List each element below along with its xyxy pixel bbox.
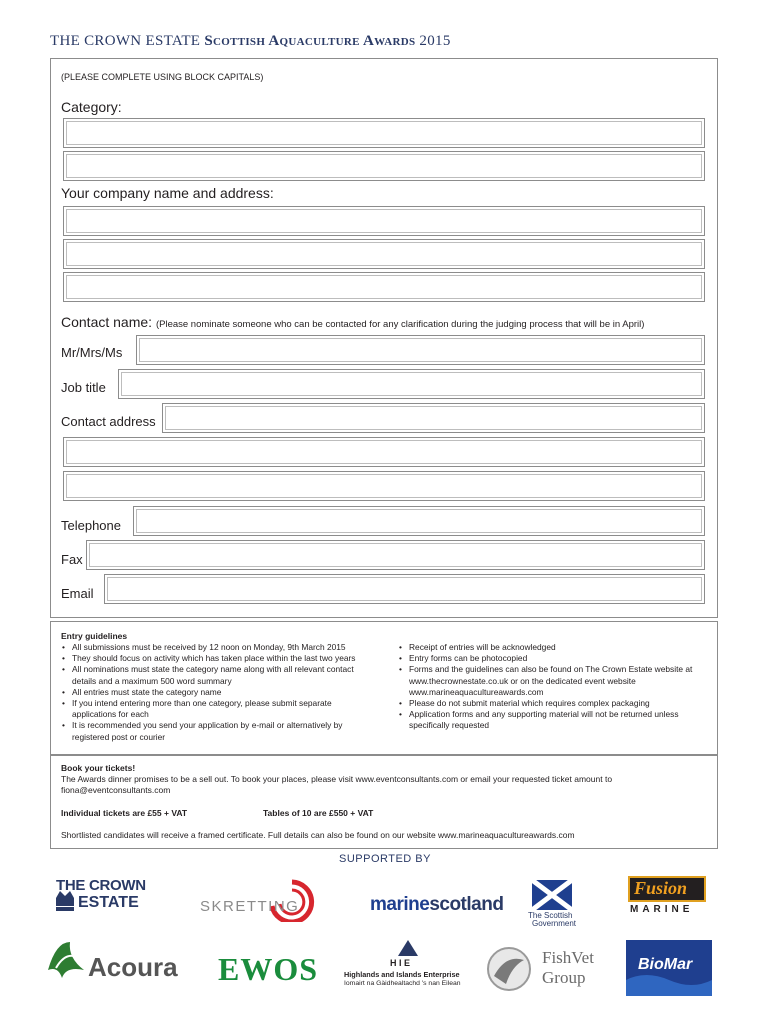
individual-price: Individual tickets are £55 + VAT — [61, 808, 188, 818]
scotgov-text-1: The Scottish — [528, 911, 573, 920]
instruction-text: (PLEASE COMPLETE USING BLOCK CAPITALS) — [61, 72, 264, 82]
hie-text-2: Highlands and Islands Enterprise — [344, 970, 460, 979]
acoura-leaf-icon — [44, 940, 88, 980]
company-field-2[interactable] — [63, 239, 705, 269]
company-label: Your company name and address: — [61, 185, 274, 201]
entry-form — [50, 58, 718, 618]
marine-text: marine — [370, 894, 430, 915]
tickets-heading: Book your tickets! — [61, 763, 136, 773]
fax-field[interactable] — [86, 540, 705, 570]
entry-guidelines — [50, 621, 718, 755]
hie-logo — [344, 938, 472, 990]
list-item: • All submissions must be received by 12 noon on Monday, 9th March 2015 — [61, 642, 371, 653]
contact-address-label: Contact address — [61, 414, 156, 429]
list-item: • Receipt of entries will be acknowledged — [398, 642, 703, 653]
crown-estate-logo — [54, 878, 154, 914]
title-field[interactable] — [136, 335, 705, 365]
page-title — [50, 33, 451, 50]
hie-text-3: Iomairt na Gàidhealtachd 's nan Eilean — [344, 980, 461, 987]
fishvet-globe-icon — [486, 946, 532, 992]
guidelines-heading: Entry guidelines — [61, 631, 128, 641]
job-title-field[interactable] — [118, 369, 705, 399]
supported-by-heading: SUPPORTED BY — [339, 853, 431, 865]
scottish-government-logo — [526, 880, 586, 930]
title-year: 2015 — [419, 33, 451, 49]
telephone-label: Telephone — [61, 518, 121, 533]
list-item: • If you intend entering more than one category, please submit separate applications for each — [61, 698, 371, 720]
contact-address-field-2[interactable] — [63, 437, 705, 467]
marine-scotland-logo — [370, 894, 520, 920]
scotgov-text-2: Government — [532, 919, 577, 928]
list-item: • Entry forms can be photocopied — [398, 653, 703, 664]
fusion-marine-text: MARINE — [630, 904, 694, 915]
ewos-logo — [218, 952, 328, 986]
skretting-text: SKRETTING — [200, 898, 300, 915]
contact-label-row — [61, 314, 644, 330]
fax-label: Fax — [61, 552, 83, 567]
list-item: • All nominations must state the category name along with all relevant contact details and a maximum 500 word summary — [61, 664, 371, 686]
telephone-field[interactable] — [133, 506, 705, 536]
company-field-3[interactable] — [63, 272, 705, 302]
scotland-text: scotland — [429, 894, 504, 915]
ewos-text: EWOS — [218, 951, 319, 987]
list-item: • Please do not submit material which requires complex packaging — [398, 698, 703, 709]
hie-text-1: H I E — [390, 958, 411, 968]
title-name: Scottish Aquaculture Awards — [204, 33, 416, 49]
biomar-logo — [626, 940, 712, 996]
fusion-text: Fusion — [634, 878, 688, 898]
fusion-marine-logo — [628, 876, 710, 922]
crown-text-2: ESTATE — [78, 894, 139, 911]
title-label: Mr/Mrs/Ms — [61, 345, 123, 360]
acoura-text: Acoura — [88, 952, 178, 982]
saltire-icon — [532, 880, 572, 910]
list-item: • All entries must state the category name — [61, 687, 371, 698]
crown-text-1: THE CROWN — [56, 877, 146, 894]
fishvet-text-1: FishVet — [542, 948, 594, 967]
email-field[interactable] — [104, 574, 705, 604]
tickets-section — [50, 755, 718, 849]
contact-address-field-3[interactable] — [63, 471, 705, 501]
hie-mountain-icon — [396, 938, 420, 958]
list-item: • Application forms and any supporting material will not be returned unless specifically requested — [398, 709, 703, 731]
list-item: • They should focus on activity which has taken place within the last two years — [61, 653, 371, 664]
contact-note: (Please nominate someone who can be contacted for any clarification during the judging process that will be in April) — [155, 319, 645, 330]
category-field-2[interactable] — [63, 151, 705, 181]
skretting-logo — [200, 878, 324, 922]
guidelines-left — [61, 642, 371, 743]
contact-address-field-1[interactable] — [162, 403, 705, 433]
tickets-body: The Awards dinner promises to be a sell out. To book your places, please visit www.eventconsultants.com or email your requested ticket amount to fiona@eventconsultants.com — [61, 774, 613, 795]
tickets-footer: Shortlisted candidates will receive a framed certificate. Full details can also be found on our website www.marineaquacultureawards.com — [61, 830, 575, 840]
fishvet-logo — [486, 944, 596, 994]
table-price: Tables of 10 are £550 + VAT — [263, 808, 374, 818]
guidelines-right — [398, 642, 703, 732]
company-field-1[interactable] — [63, 206, 705, 236]
contact-label: Contact name: — [61, 314, 153, 330]
list-item: • Forms and the guidelines can also be found on The Crown Estate website at www.thecrownestate.co.uk or on the dedicated event website www.marineaquacultureawards.com — [398, 664, 703, 698]
email-label: Email — [61, 586, 94, 601]
biomar-text: BioMar — [638, 956, 693, 973]
list-item: • It is recommended you send your application by e-mail or alternatively by registered post or courier — [61, 720, 371, 742]
category-field-1[interactable] — [63, 118, 705, 148]
acoura-logo — [44, 940, 198, 984]
fishvet-text-2: Group — [542, 968, 586, 987]
job-title-label: Job title — [61, 380, 106, 395]
category-label: Category: — [61, 99, 122, 115]
title-prefix: THE CROWN ESTATE — [50, 33, 201, 49]
